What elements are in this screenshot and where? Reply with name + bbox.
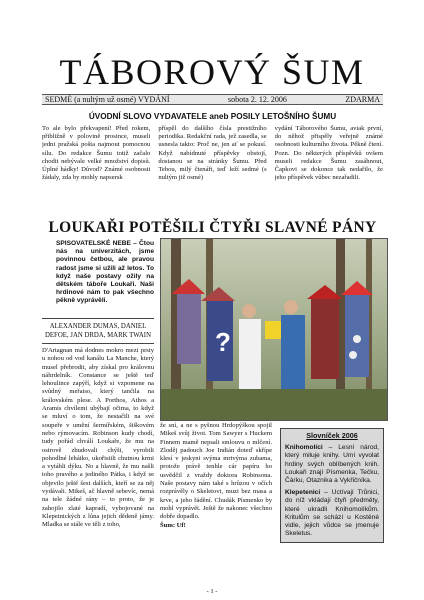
issue-date: sobota 2. 12. 2006 — [227, 95, 287, 104]
issue-info-bar — [42, 94, 383, 105]
editorial-columns — [42, 125, 383, 200]
dictionary-box — [280, 428, 384, 543]
dictionary-entry — [285, 444, 379, 485]
editorial-column-3: vydání Táborového Šumu, aviak první, do něhož přispěly veřejně známé osobnosti kulturního života. Pěkně čtení. Pozn. Do některých příspěvků ovšem museli redakce Šumu zasáhnout, Čapkovi se dokonce tak nedařilo, že jeho příspěvek vůbec nezařadili. — [274, 125, 383, 182]
issue-price: ZDARMA — [345, 95, 380, 104]
photo-illustration — [161, 239, 388, 421]
dictionary-definition: – Lesní národ, který miluje knihy. Umí vyvolat hrdiny svých oblíbených knih. Loukaři znají Písmenka, Tečku, Čárku, Otaznika a Vykřičníka. — [285, 444, 379, 485]
dictionary-term: Knihomolíci — [285, 444, 323, 452]
dictionary-definition: – Uctívají Trůnici, do níž vkládají čtyři předměty, které ukradli Knihomolíkům. Kritulům se schází u Kostěné vidle, jejich vůdce se jmenuje Skeletus. — [285, 489, 379, 538]
article-signature: Šum: Uf! — [160, 521, 186, 529]
article-body: D'Artagnan má dodnes mokro mezi prsty u nohou od vod kanálu La Manche, který musel přebrodit, aby získal pro královnu náhrdelník. Constance se ještě teď lehoulince zapýří, když si vzpomene na svůdný meřaiso, který tančila na královském plese. A Porthos, Athos a Aramis chvílemi ubýbají očima, to když se mluví o tom, že nestačili na své soupeře v umění šermířském, šiškovém nebo rýmovacím. Robinson kudy chodí, tudy pořád chválí Loukaře, že mu na ostrově zbudovali chýši, vyrobili pohodlné lehátko, ukořistili chutnou krmi a vytáhli dýku. No a hlavně, že mu našli toho pravého a jediného Pátka, i když se objevilo ještě šest dalších, kteří se za něj vydávali. Mikeš, ač hlavně sebevíc, nemá na tele žádné rány – to proto, že je zahojilo zlaté kapradí, vybojované na Klepetnických z lůna jejich dědeně jámy. Mladka se stále ve těli z toho, — [42, 347, 154, 529]
editorial-column-2: příspěl do dalšího čísla prestižního periodika. Redakční rada, jež zasedla, se usnesla takto: Proč ne, jen ať se pokusí. Když nabídnuté příspěvky obstojí, dostanou se na stránky Šumu. Před Tebou, milý čtenáři, teď leží sedmé (s nultým již osmé) — [158, 125, 267, 182]
editorial-heading: ÚVODNÍ SLOVO VYDAVATELE aneb POSILY LETOŠNÍHO ŠUMU — [88, 112, 337, 121]
dictionary-term: Klepetenici — [285, 489, 321, 497]
issue-number: SEDMÉ (a nultým už osmé) VYDÁNÍ — [45, 95, 170, 104]
article-headline: LOUKAŘI POTĚŠILI ČTYŘI SLAVNÉ PÁNY — [48, 219, 377, 236]
article-lead: SPISOVATELSKÉ NEBE – Čtou nás na univerzitách, jsme povinnou četbou, ale pravou radost jsme si užili až letos. To když naše postavy ožily na dětském táboře Loukaři. Naši hrdinové nám to pak všechno pěkně vyprávěli. — [56, 240, 154, 305]
article-authors: ALEXANDER DUMAS, DANIEL DEFOE, JAN DRDA, MARK TWAIN — [42, 318, 154, 344]
article-body-continued-text: že sní, a ne s pyšnou Hrdopýškou spojil Mikeš svůj život. Tom Sawyer s Huckem Finnem mamě nepsali smlouvu o mlčení. Zloděj padouch Joe Indián doteď skřípe klesí v jeskyni svýma mrtvýma zubama, protože právě tenhle cár papíru ho usvědčil z vraždy doktora Robinsona. Naše postavy nám také s hrůzou v očích rozprávěly o Skeletovi, muzi bez masa a krve, a jeho řádění. Chudák Písmenko by mohl vyprávět. Ještě že nakonec všechno dobře dopadlo. — [160, 422, 272, 521]
costume-group-photo — [160, 238, 388, 421]
dictionary-title: Slovníček 2006 — [306, 431, 358, 440]
newspaper-masthead: TÁBOROVÝ ŠUM — [59, 52, 365, 92]
editorial-column-1: To ale bylo překvapení! Před rokem, přibližně v polovině prosince, museli jedni pražská pošta najmout pomocnou sílu. Do redakce Šumu totiž začalo chodit nebývale velké množství dopisů. Úplné hádky! Důvod? Známé osobnosti žádaly, zda by mohly napsersk — [42, 125, 151, 182]
svg-text:?: ? — [215, 327, 231, 357]
page-number: - 1 - — [206, 588, 218, 595]
dictionary-entry — [285, 489, 379, 538]
article-body-continued — [160, 422, 272, 590]
